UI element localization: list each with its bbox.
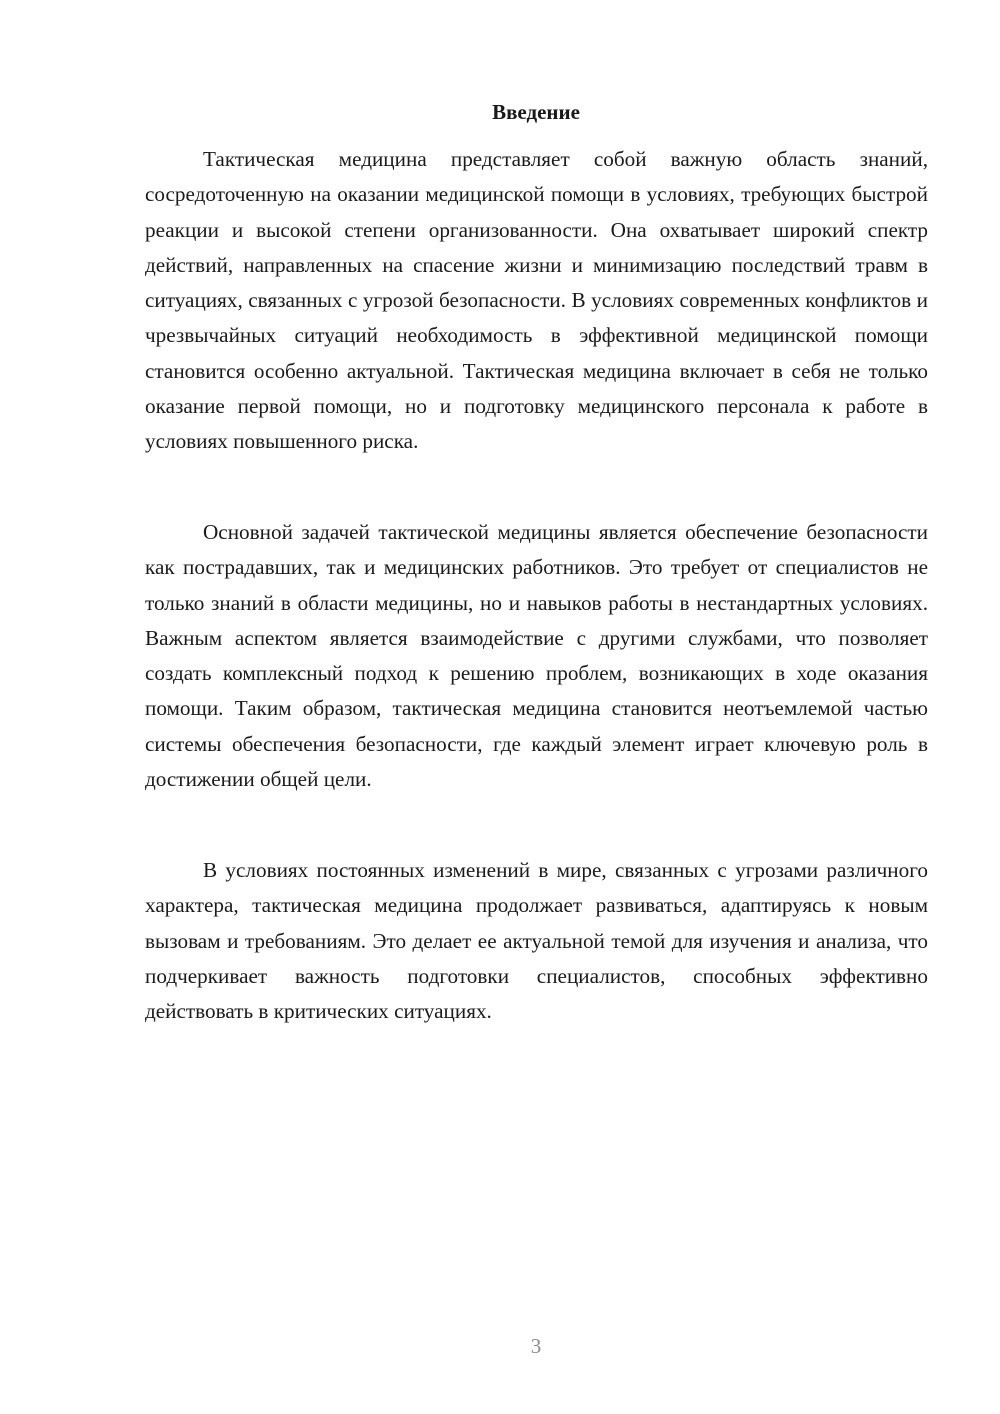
paragraph-3 (145, 853, 928, 1029)
section-heading: Введение (492, 100, 580, 124)
paragraph-2 (145, 515, 928, 797)
page-number: 3 (530, 1334, 542, 1358)
paragraph-1-text: Тактическая медицина представляет собой важную область знаний, сосредоточенную на оказании медицинской помощи в условиях, требующих быстрой реакции и высокой степени организованности. Она охватывает широкий спектр действий, направленных на спасение жизни и минимизацию последствий травм в ситуациях, связанных с угрозой безопасности. В условиях современных конфликтов и чрезвычайных ситуаций необходимость в эффективной медицинской помощи становится особенно актуальной. Тактическая медицина включает в себя не только оказание первой помощи, но и подготовку медицинского персонала к работе в условиях повышенного риска. (145, 147, 928, 454)
paragraph-2-text: Основной задачей тактической медицины является обеспечение безопасности как пострадавших, так и медицинских работников. Это требует от специалистов не только знаний в области медицины, но и навыков работы в нестандартных условиях. Важным аспектом является взаимодействие с другими службами, что позволяет создать комплексный подход к решению проблем, возникающих в ходе оказания помощи. Таким образом, тактическая медицина становится неотъемлемой частью системы обеспечения безопасности, где каждый элемент играет ключевую роль в достижении общей цели. (145, 520, 928, 792)
paragraph-3-text: В условиях постоянных изменений в мире, связанных с угрозами различного характера, тактическая медицина продолжает развиваться, адаптируясь к новым вызовам и требованиям. Это делает ее актуальной темой для изучения и анализа, что подчеркивает важность подготовки специалистов, способных эффективно действовать в критических ситуациях. (145, 858, 928, 1024)
paragraph-1 (145, 142, 928, 460)
